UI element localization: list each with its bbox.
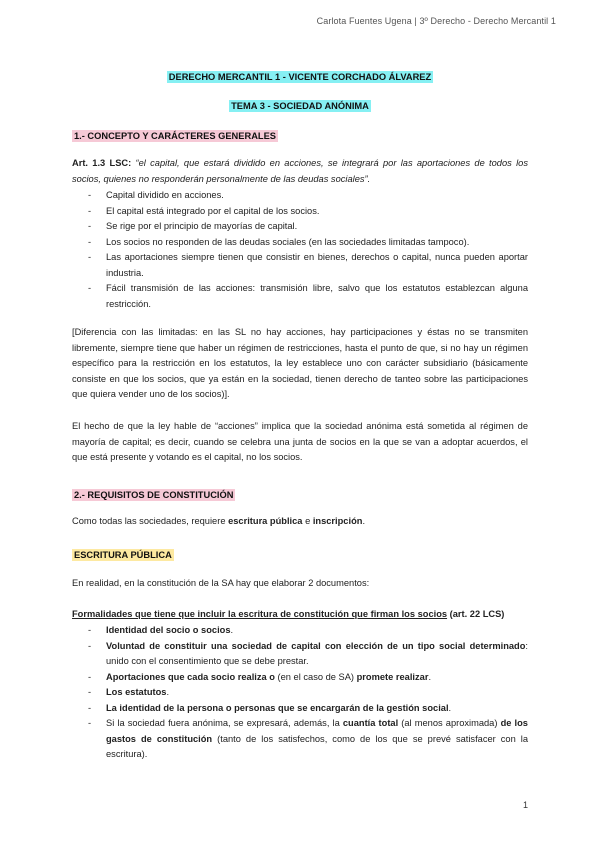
formalidades-list: [72, 623, 528, 763]
list-item: - Identidad del socio o socios.: [88, 625, 234, 635]
topic-title-line: [72, 96, 528, 114]
topic-title: TEMA 3 - SOCIEDAD ANÓNIMA: [231, 101, 369, 111]
list-item: - El capital está integrado por el capital de los socios.: [88, 205, 320, 216]
course-title-line: [72, 67, 528, 85]
list-item: - Voluntad de constituir una sociedad de capital con elección de un tipo social determinado: unido con el consentimiento que se debe prestar.: [88, 640, 528, 666]
list-item: - Fácil transmisión de las acciones: transmisión libre, salvo que los estatutos establezcan alguna restricción.: [88, 283, 528, 309]
list-item: - Se rige por el principio de mayorías de capital.: [88, 221, 298, 231]
article-ref: Art. 1.3 LSC:: [72, 158, 132, 168]
section2-heading: 2.- REQUISITOS DE CONSTITUCIÓN: [74, 490, 234, 500]
article-paragraph: [72, 156, 528, 187]
running-header: Carlota Fuentes Ugena | 3º Derecho - Derecho Mercantil 1: [316, 16, 556, 26]
escritura-heading: ESCRITURA PÚBLICA: [74, 550, 172, 560]
section1-heading-line: [72, 126, 278, 144]
escritura-intro: En realidad, en la constitución de la SA hay que elaborar 2 documentos:: [72, 578, 370, 588]
list-item: - La identidad de la persona o personas que se encargarán de la gestión social.: [88, 702, 452, 713]
list-item: - Si la sociedad fuera anónima, se expresará, además, la cuantía total (al menos aproximada) de los gastos de constitución (tanto de los satisfechos, como de los que se prevé satisfacer con la escritura).: [88, 718, 528, 759]
list-item: - Las aportaciones siempre tienen que consistir en bienes, derechos o capital, nunca pueden aportar industria.: [88, 252, 528, 278]
list-item: - Capital dividido en acciones.: [88, 190, 224, 200]
majority-paragraph: El hecho de que la ley hable de “acciones” implica que la sociedad anónima está sometida al régimen de mayoría de capital; es decir, cuando se celebra una junta de socios en la que se van a adoptar acuerdos, el que está presente y votando es el capital, no los socios.: [72, 421, 528, 462]
escritura-heading-line: [72, 545, 174, 563]
article-quote: “el capital, que estará dividido en acciones, se integrará por las aportaciones de todos los socios, quienes no responderán personalmente de las deudas sociales”.: [72, 158, 528, 184]
list-item: - Los estatutos.: [88, 687, 170, 697]
difference-paragraph: [Diferencia con las limitadas: en las SL no hay acciones, hay participaciones y éstas no se transmiten libremente, siempre tiene que haber un régimen de restricciones, hasta el punto de que, si no hay un régimen específico para la restricción en los estatutos, la ley establece uno con carácter subsidiario (básicamente consiste en que los socios, que ya están en la sociedad, tienen derecho de tanteo sobre las participaciones que quiera vender uno de los socios)].: [72, 327, 528, 399]
list-item: - Aportaciones que cada socio realiza o (en el caso de SA) promete realizar.: [88, 671, 432, 682]
page-number: 1: [522, 800, 528, 810]
course-title: DERECHO MERCANTIL 1 - VICENTE CORCHADO ÁLVAREZ: [168, 72, 432, 82]
section2-heading-line: [72, 485, 235, 503]
list-item: - Los socios no responden de las deudas sociales (en las sociedades limitadas tampoco).: [88, 236, 470, 247]
characteristics-list: [72, 188, 528, 312]
section2-intro: Como todas las sociedades, requiere escritura pública e inscripción.: [72, 516, 366, 526]
section1-heading: 1.- CONCEPTO Y CARÁCTERES GENERALES: [74, 131, 276, 141]
formalidades-title: Formalidades que tiene que incluir la escritura de constitución que firman los socios (art. 22 LCS): [72, 609, 505, 619]
